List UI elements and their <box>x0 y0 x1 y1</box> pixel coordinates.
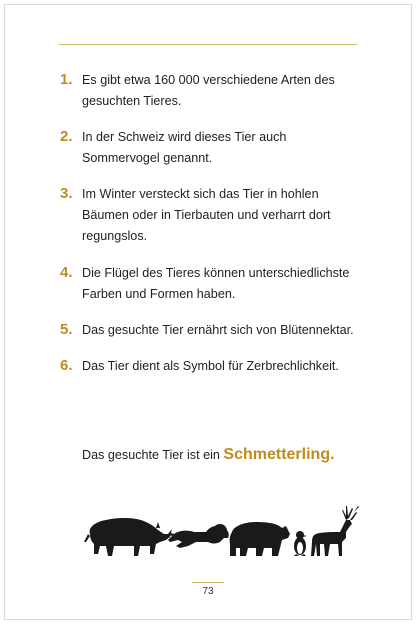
top-rule <box>59 44 357 45</box>
page-number: 73 <box>202 586 214 597</box>
animal-silhouettes <box>84 504 364 562</box>
clue-number: 1. <box>60 71 73 88</box>
clue-item <box>60 356 360 392</box>
clue-text: Die Flügel des Tieres können unterschiedlichste Farben und Formen haben. <box>82 266 350 301</box>
bottom-rule <box>192 582 224 583</box>
clue-number: 6. <box>60 357 73 374</box>
clue-number: 3. <box>60 185 73 202</box>
penguin-icon <box>294 531 307 556</box>
clue-text: Das Tier dient als Symbol für Zerbrechlichkeit. <box>82 359 339 373</box>
lion-icon <box>164 524 229 548</box>
clue-text: Das gesuchte Tier ernährt sich von Blütennektar. <box>82 323 354 337</box>
clue-text: Es gibt etwa 160 000 verschiedene Arten des gesuchten Tieres. <box>82 73 335 108</box>
clue-number: 4. <box>60 264 73 281</box>
clue-text: Im Winter versteckt sich das Tier in hohlen Bäumen oder in Tierbauten und verharrt dort regungslos. <box>82 187 331 243</box>
clue-item <box>60 263 360 320</box>
clue-item <box>60 320 360 356</box>
clue-item <box>60 70 360 127</box>
clue-text: In der Schweiz wird dieses Tier auch Sommervogel genannt. <box>82 130 287 165</box>
deer-icon <box>311 506 359 556</box>
clue-list <box>60 70 360 392</box>
bear-icon <box>230 522 290 556</box>
rhinoceros-icon <box>84 518 172 556</box>
answer-prefix: Das gesuchte Tier ist ein <box>82 448 224 462</box>
clue-number: 2. <box>60 128 73 145</box>
answer-line <box>82 446 335 464</box>
clue-item <box>60 184 360 263</box>
clue-item <box>60 127 360 184</box>
clue-number: 5. <box>60 321 73 338</box>
answer-highlight: Schmetterling. <box>223 446 335 463</box>
